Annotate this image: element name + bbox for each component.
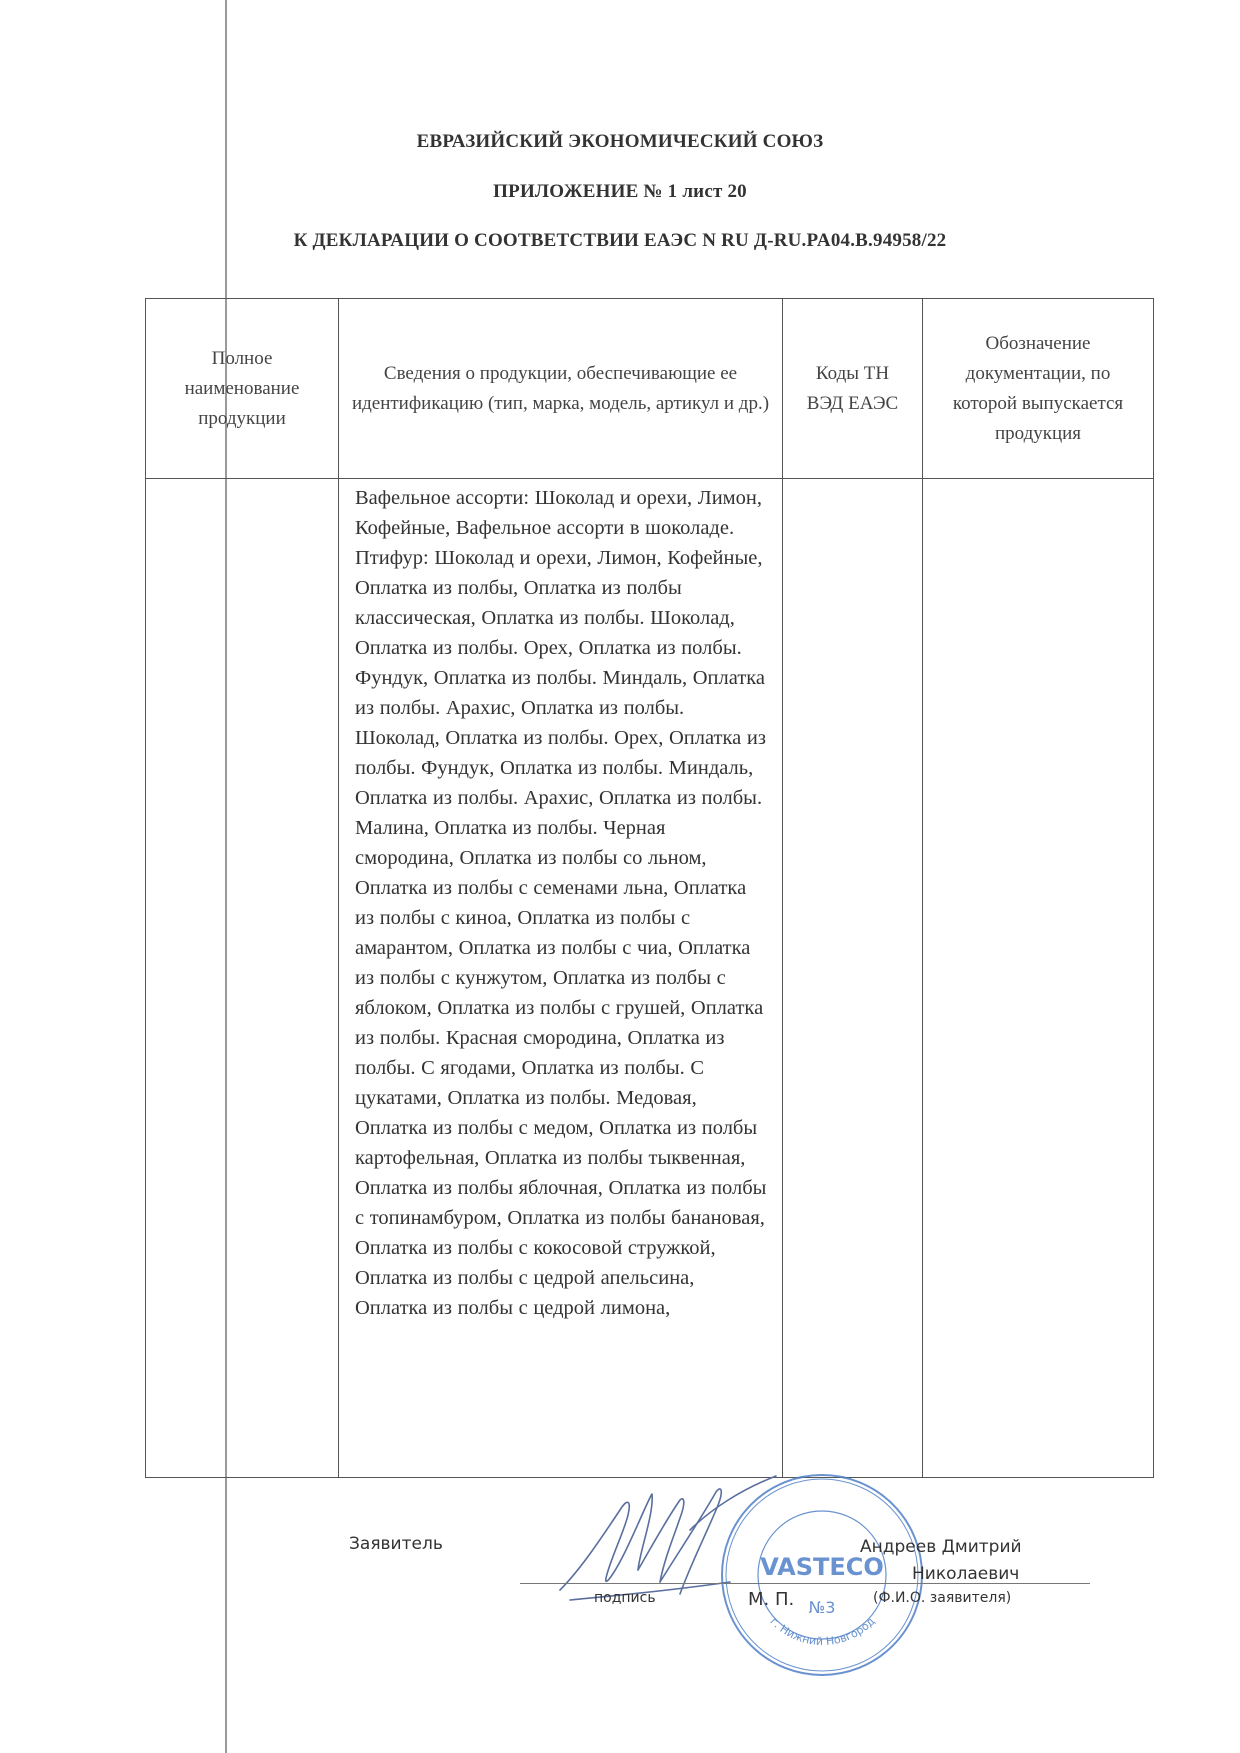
stamp-company: VASTECO xyxy=(760,1553,884,1581)
applicant-name-line1: Андреев Дмитрий xyxy=(860,1537,1022,1557)
applicant-name-line2: Николаевич xyxy=(912,1564,1020,1584)
union-title: ЕВРАЗИЙСКИЙ ЭКОНОМИЧЕСКИЙ СОЮЗ xyxy=(416,131,824,152)
appendix-title: ПРИЛОЖЕНИЕ № 1 лист 20 xyxy=(493,181,747,202)
applicant-label: Заявитель xyxy=(349,1534,443,1554)
fio-caption: (Ф.И.О. заявителя) xyxy=(873,1590,1012,1606)
column-header-identification: Сведения о продукции, обеспечивающие ее идентификацию (тип, марка, модель, артикул и др.) xyxy=(339,299,783,479)
stamp-city: г. Нижний Новгород xyxy=(767,1614,878,1649)
cell-full-name xyxy=(146,479,339,1478)
seal-caption: М. П. xyxy=(748,1589,795,1610)
stamp-number: №3 xyxy=(808,1598,836,1617)
signature-caption: подпись xyxy=(594,1590,656,1606)
column-header-documentation: Обозначение документации, по которой выпускается продукция xyxy=(923,299,1154,479)
column-header-full-name: Полное наименование продукции xyxy=(146,299,339,479)
cell-tn-ved-codes xyxy=(783,479,923,1478)
table-header-row xyxy=(146,299,1154,479)
company-stamp xyxy=(715,1468,930,1683)
table-row xyxy=(146,479,1154,1478)
product-table xyxy=(145,298,1154,1478)
column-header-tn-ved-codes: Коды ТН ВЭД ЕАЭС xyxy=(783,299,923,479)
cell-identification: Вафельное ассорти: Шоколад и орехи, Лимон, Кофейные, Вафельное ассорти в шоколаде. Птифур: Шоколад и орехи, Лимон, Кофейные, Оплатка из полбы, Оплатка из полбы классическая, Оплатка из полбы. Шоколад, Оплатка из полбы. Орех, Оплатка из полбы. Фундук, Оплатка из полбы. Миндаль, Оплатка из полбы. Арахис, Оплатка из полбы. Шоколад, Оплатка из полбы. Орех, Оплатка из полбы. Фундук, Оплатка из полбы. Миндаль, Оплатка из полбы. Арахис, Оплатка из полбы. Малина, Оплатка из полбы. Черная смородина, Оплатка из полбы со льном, Оплатка из полбы с семенами льна, Оплатка из полбы с киноа, Оплатка из полбы с амарантом, Оплатка из полбы с чиа, Оплатка из полбы с кунжутом, Оплатка из полбы с яблоком, Оплатка из полбы с грушей, Оплатка из полбы. Красная смородина, Оплатка из полбы. С ягодами, Оплатка из полбы. С цукатами, Оплатка из полбы. Медовая, Оплатка из полбы с медом, Оплатка из полбы картофельная, Оплатка из полбы тыквенная, Оплатка из полбы яблочная, Оплатка из полбы с топинамбуром, Оплатка из полбы банановая, Оплатка из полбы с кокосовой стружкой, Оплатка из полбы с цедрой апельсина, Оплатка из полбы с цедрой лимона, xyxy=(339,479,783,1478)
declaration-title: К ДЕКЛАРАЦИИ О СООТВЕТСТВИИ ЕАЭС N RU Д-RU.PA04.B.94958/22 xyxy=(293,230,947,251)
cell-documentation xyxy=(923,479,1154,1478)
